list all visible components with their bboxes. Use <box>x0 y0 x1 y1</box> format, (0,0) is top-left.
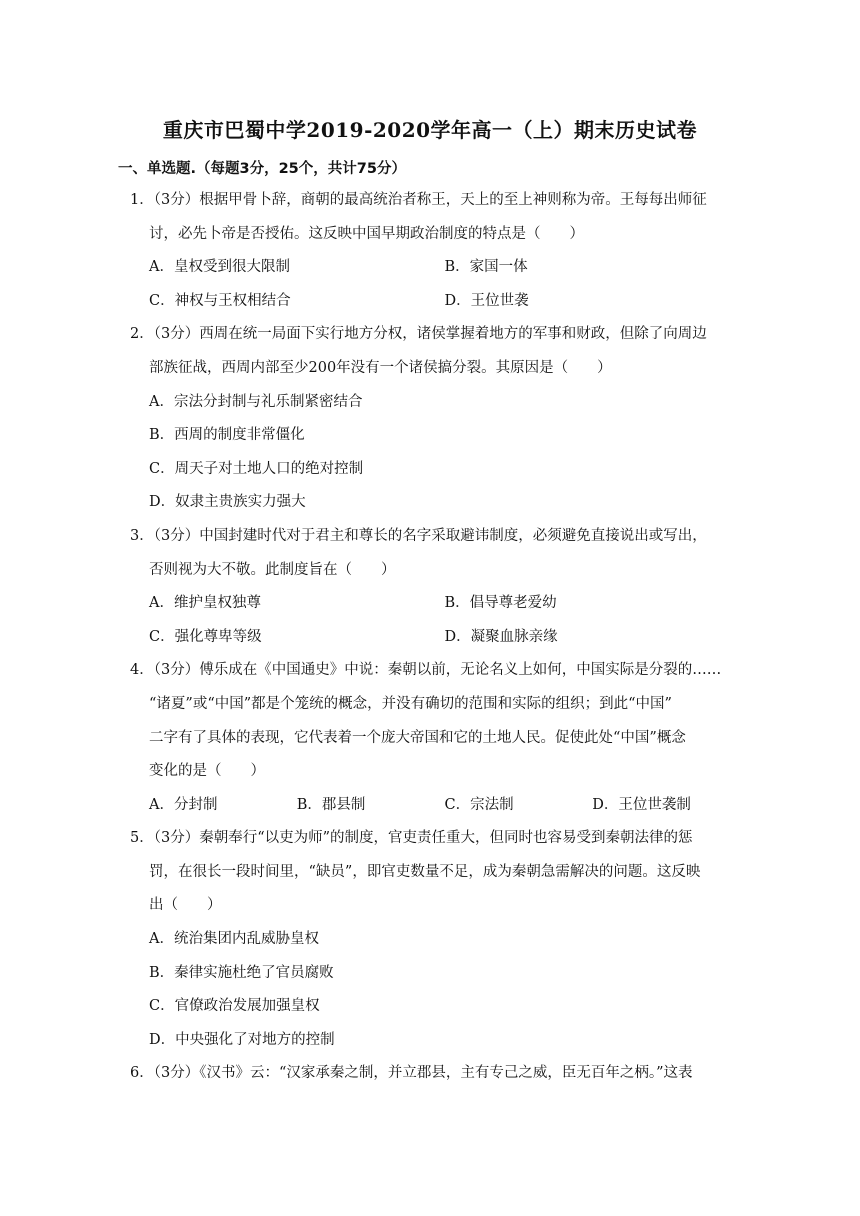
question-text-line: “诸夏”或“中国”都是个笼统的概念，并没有确切的范围和实际的组织；到此“中国” <box>149 695 672 712</box>
question-text-line: 3．（3分）中国封建时代对于君主和尊长的名字采取避讳制度，必须避免直接说出或写出， <box>130 527 707 544</box>
option-b[interactable]: B．西周的制度非常僵化 <box>149 427 305 444</box>
section-heading: 一、单选题.（每题3分，25个，共计75分） <box>118 161 406 177</box>
answer-options <box>130 923 740 1057</box>
option-a[interactable]: A．统治集团内乱威胁皇权 <box>149 931 319 948</box>
question-5 <box>130 822 740 1057</box>
question-text-line: 5．（3分）秦朝奉行“以吏为师”的制度，官吏责任重大，但同时也容易受到秦朝法律的惩 <box>130 830 693 847</box>
option-d[interactable]: D．王位世袭 <box>444 292 529 309</box>
option-a[interactable]: A．宗法分封制与礼乐制紧密结合 <box>149 393 363 410</box>
option-a[interactable]: A．分封制 <box>149 796 218 813</box>
question-text-line: 部族征战，西周内部至少200年没有一个诸侯搞分裂。其原因是（ ） <box>149 359 612 376</box>
question-text-line: 出（ ） <box>149 897 222 914</box>
option-c[interactable]: C．强化尊卑等级 <box>149 628 262 645</box>
option-d[interactable]: D．奴隶主贵族实力强大 <box>149 494 306 511</box>
option-b[interactable]: B．倡导尊老爱幼 <box>444 595 557 612</box>
question-1 <box>130 184 740 318</box>
answer-options <box>130 789 740 823</box>
question-text-line: 6．（3分）《汉书》云：“汉家承秦之制，并立郡县，主有专己之威，臣无百年之柄。”这表 <box>130 1065 693 1082</box>
question-text-line: 否则视为大不敬。此制度旨在（ ） <box>149 561 396 578</box>
option-c[interactable]: C．宗法制 <box>444 796 514 813</box>
option-a[interactable]: A．维护皇权独尊 <box>149 595 261 612</box>
option-b[interactable]: B．郡县制 <box>296 796 366 813</box>
option-d[interactable]: D．王位世袭制 <box>592 796 691 813</box>
question-text-line: 讨，必先卜帝是否授佑。这反映中国早期政治制度的特点是（ ） <box>149 225 584 242</box>
answer-options <box>130 587 740 654</box>
option-b[interactable]: B．秦律实施杜绝了官员腐败 <box>149 964 334 981</box>
answer-options <box>130 251 740 318</box>
question-4 <box>130 654 740 822</box>
option-b[interactable]: B．家国一体 <box>444 259 528 276</box>
option-c[interactable]: C．神权与王权相结合 <box>149 292 291 309</box>
question-text-line: 4．（3分）傅乐成在《中国通史》中说：秦朝以前，无论名义上如何，中国实际是分裂的…… <box>130 662 722 679</box>
option-c[interactable]: C．官僚政治发展加强皇权 <box>149 998 320 1015</box>
question-2 <box>130 318 740 520</box>
question-text-line: 罚，在很长一段时间里，“缺员”，即官吏数量不足，成为秦朝急需解决的问题。这反映 <box>149 863 701 880</box>
answer-options <box>130 386 740 520</box>
option-a[interactable]: A．皇权受到很大限制 <box>149 259 290 276</box>
page-title: 重庆市巴蜀中学2019-2020学年高一（上）期末历史试卷 <box>162 118 698 142</box>
question-text-line: 2．（3分）西周在统一局面下实行地方分权，诸侯掌握着地方的军事和财政，但除了向周边 <box>130 326 707 343</box>
question-6 <box>130 1057 740 1091</box>
question-text-line: 二字有了具体的表现，它代表着一个庞大帝国和它的土地人民。促使此处“中国”概念 <box>149 729 686 746</box>
question-text-line: 1．（3分）根据甲骨卜辞，商朝的最高统治者称王，天上的至上神则称为帝。王每每出师征 <box>130 192 707 208</box>
option-d[interactable]: D．中央强化了对地方的控制 <box>149 1031 335 1048</box>
option-d[interactable]: D．凝聚血脉亲缘 <box>444 628 558 645</box>
option-c[interactable]: C．周天子对土地人口的绝对控制 <box>149 460 364 477</box>
question-text-line: 变化的是（ ） <box>149 763 265 780</box>
question-3 <box>130 520 740 654</box>
question-list <box>130 184 740 1091</box>
